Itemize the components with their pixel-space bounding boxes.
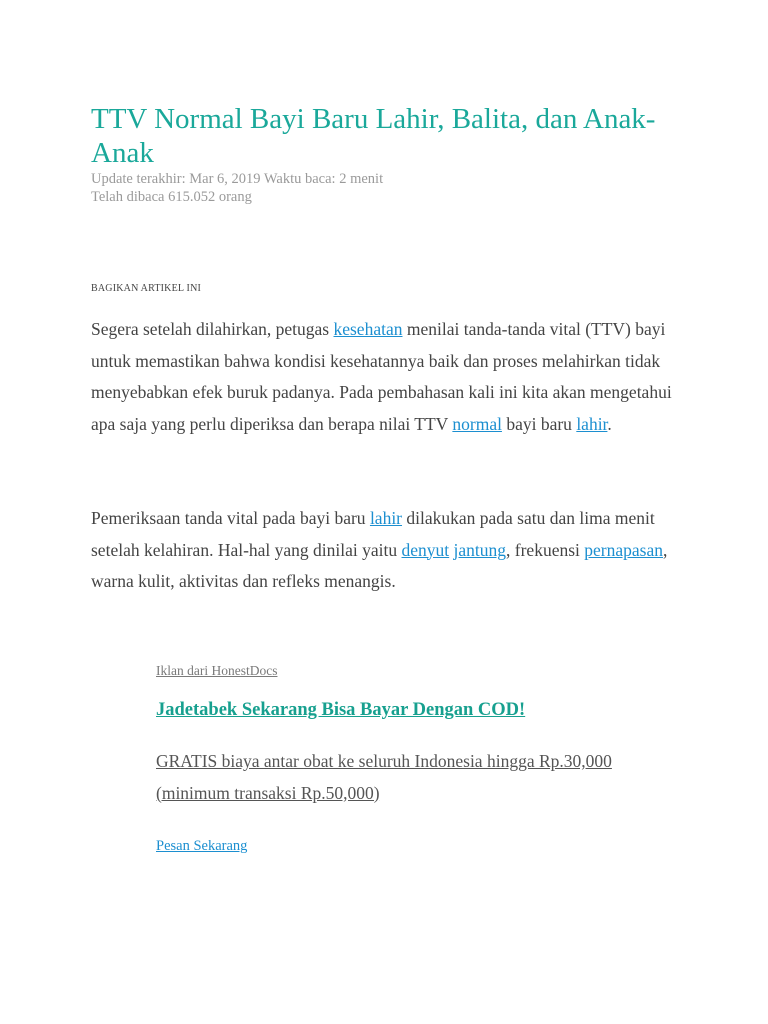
link-normal[interactable]: normal (452, 413, 502, 434)
read-count: Telah dibaca 615.052 orang (91, 189, 252, 205)
text: bayi baru (501, 413, 577, 434)
link-denyut[interactable]: denyut (401, 539, 450, 560)
text: Segera setelah dilahirkan, petugas (91, 319, 334, 339)
link-kesehatan[interactable]: kesehatan (333, 319, 403, 339)
order-now-link[interactable]: Pesan Sekarang (156, 838, 248, 854)
share-label: BAGIKAN ARTIKEL INI (91, 283, 202, 294)
link-lahir[interactable]: lahir (576, 413, 608, 434)
text: . (607, 413, 612, 434)
ad-heading-link[interactable]: Jadetabek Sekarang Bisa Bayar Dengan COD! (156, 700, 526, 720)
text: Pemeriksaan tanda vital pada bayi baru (91, 508, 370, 528)
paragraph-intro (91, 314, 691, 440)
link-jantung[interactable]: jantung (453, 539, 507, 560)
text: , frekuensi (506, 539, 585, 560)
article-meta (91, 170, 383, 206)
text: dilakukan pada satu dan lima menit setelah kelahiran. Hal-hal yang dinilai yaitu (91, 508, 655, 560)
ad-body-link[interactable]: GRATIS biaya antar obat ke seluruh Indonesia hingga Rp.30,000 (minimum transaksi Rp.50,000) (156, 751, 612, 803)
ad-label[interactable]: Iklan dari HonestDocs (156, 663, 278, 678)
link-pernapasan[interactable]: pernapasan (584, 539, 663, 560)
article-title: TTV Normal Bayi Baru Lahir, Balita, dan Anak-Anak (91, 103, 656, 169)
text: menilai tanda-tanda vital (TTV) bayi untuk memastikan bahwa kondisi kesehatannya baik dan proses melahirkan tidak menyebabkan efek buruk padanya. Pada pembahasan kali ini kita akan mengetahui apa saja yang perlu diperiksa dan berapa nilai TTV (91, 319, 672, 434)
update-info: Update terakhir: Mar 6, 2019 Waktu baca: 2 menit (91, 171, 384, 187)
text: , warna kulit, aktivitas dan refleks menangis. (91, 539, 668, 591)
link-lahir[interactable]: lahir (369, 508, 403, 528)
paragraph-examination (91, 503, 691, 598)
